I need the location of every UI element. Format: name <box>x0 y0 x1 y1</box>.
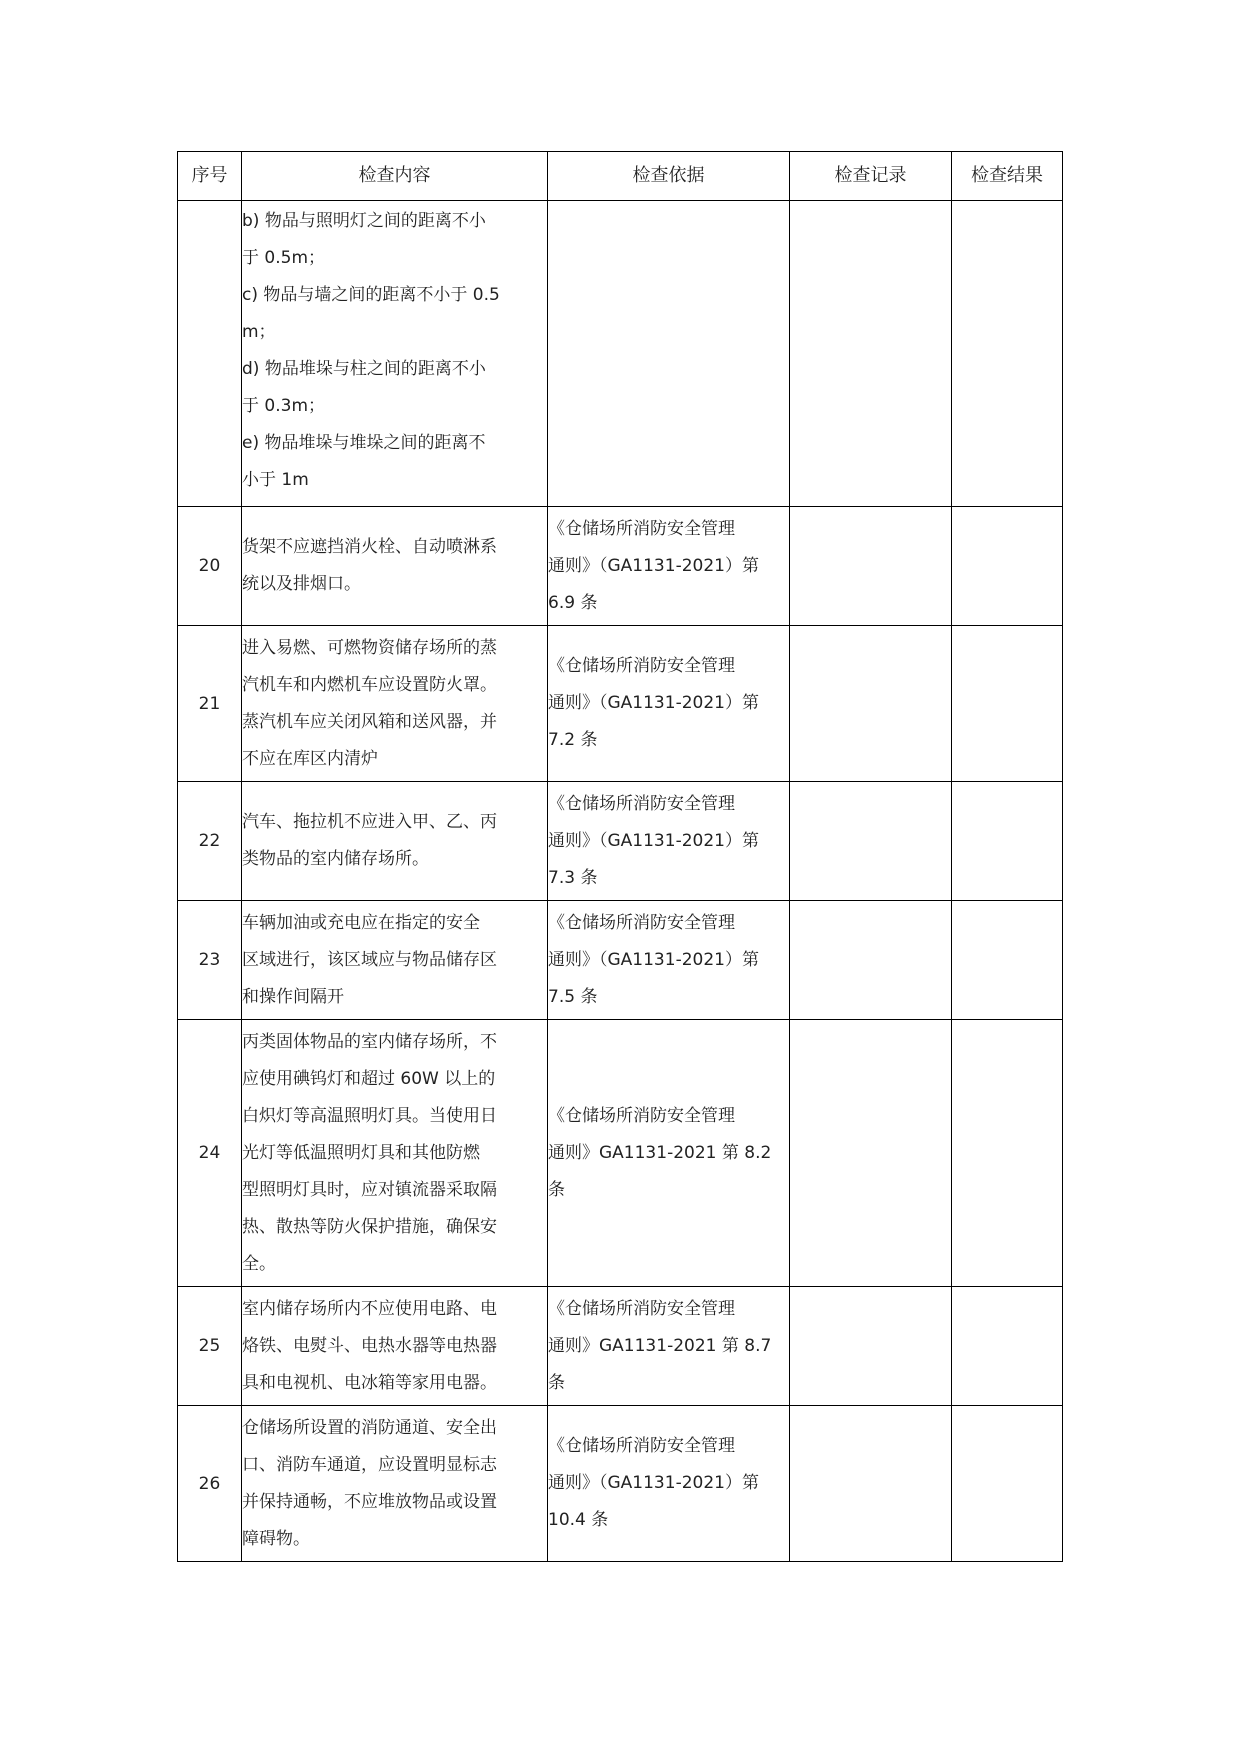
content-line: e) 物品堆垛与堆垛之间的距离不 <box>242 433 486 453</box>
row-number: 21 <box>178 626 242 782</box>
row-number <box>178 201 242 507</box>
content-line: 类物品的室内储存场所。 <box>242 849 429 869</box>
content-line: 货架不应遮挡消火栓、自动喷淋系 <box>242 537 497 557</box>
check-record-cell[interactable] <box>790 626 952 782</box>
table-row <box>178 782 1063 901</box>
content-line: 白炽灯等高温照明灯具。当使用日 <box>242 1105 497 1126</box>
table-body <box>178 201 1063 1562</box>
check-content <box>242 782 548 901</box>
header-content: 检查内容 <box>242 152 548 201</box>
content-line: 全。 <box>242 1253 276 1274</box>
header-result: 检查结果 <box>952 152 1063 201</box>
check-record-cell[interactable] <box>790 507 952 626</box>
row-number: 26 <box>178 1406 242 1562</box>
check-result-cell[interactable] <box>952 1406 1063 1562</box>
check-content <box>242 1406 548 1562</box>
check-record-cell[interactable] <box>790 782 952 901</box>
row-number: 22 <box>178 782 242 901</box>
content-line: 型照明灯具时，应对镇流器采取隔 <box>242 1179 497 1200</box>
content-line: d) 物品堆垛与柱之间的距离不小 <box>242 359 486 379</box>
check-content <box>242 201 548 507</box>
basis-line: 条 <box>548 1372 565 1393</box>
content-line: 蒸汽机车应关闭风箱和送风器，并 <box>242 711 497 732</box>
content-line: 烙铁、电熨斗、电热水器等电热器 <box>242 1335 497 1356</box>
check-basis <box>548 507 790 626</box>
check-basis <box>548 1406 790 1562</box>
inspection-table <box>177 151 1063 1562</box>
basis-line: 《仓储场所消防安全管理 <box>548 656 735 676</box>
basis-line: 《仓储场所消防安全管理 <box>548 1105 735 1126</box>
check-basis <box>548 201 790 507</box>
check-record-cell[interactable] <box>790 201 952 507</box>
check-record-cell[interactable] <box>790 901 952 1020</box>
table-row <box>178 901 1063 1020</box>
check-record-cell[interactable] <box>790 1406 952 1562</box>
content-line: 应使用碘钨灯和超过 60W 以上的 <box>242 1068 496 1089</box>
check-result-cell[interactable] <box>952 901 1063 1020</box>
check-content <box>242 507 548 626</box>
content-line: 于 0.3m； <box>242 396 325 416</box>
row-number: 23 <box>178 901 242 1020</box>
row-number: 25 <box>178 1287 242 1406</box>
content-line: m； <box>242 322 276 342</box>
basis-line: 通则》（GA1131-2021）第 <box>548 949 759 970</box>
basis-line: 《仓储场所消防安全管理 <box>548 518 735 539</box>
content-line: 仓储场所设置的消防通道、安全出 <box>242 1417 497 1438</box>
check-basis <box>548 1287 790 1406</box>
basis-line: 通则》（GA1131-2021）第 <box>548 830 759 851</box>
content-line: 具和电视机、电冰箱等家用电器。 <box>242 1372 497 1393</box>
check-content <box>242 901 548 1020</box>
check-record-cell[interactable] <box>790 1287 952 1406</box>
content-line: 不应在库区内清炉 <box>242 748 378 769</box>
content-line: 统以及排烟口。 <box>242 574 361 594</box>
basis-line: 7.3 条 <box>548 867 598 888</box>
header-record: 检查记录 <box>790 152 952 201</box>
check-content <box>242 1287 548 1406</box>
check-content <box>242 626 548 782</box>
basis-line: 6.9 条 <box>548 592 598 613</box>
header-num: 序号 <box>178 152 242 201</box>
content-line: 光灯等低温照明灯具和其他防燃 <box>242 1142 480 1163</box>
content-line: c) 物品与墙之间的距离不小于 0.5 <box>242 285 500 305</box>
check-result-cell[interactable] <box>952 626 1063 782</box>
basis-line: 7.2 条 <box>548 730 598 750</box>
basis-line: 条 <box>548 1179 565 1200</box>
content-line: 和操作间隔开 <box>242 986 344 1007</box>
content-line: 汽车、拖拉机不应进入甲、乙、丙 <box>242 812 497 832</box>
check-content <box>242 1020 548 1287</box>
content-line: 室内储存场所内不应使用电路、电 <box>242 1298 497 1319</box>
content-line: 汽机车和内燃机车应设置防火罩。 <box>242 674 497 695</box>
check-result-cell[interactable] <box>952 201 1063 507</box>
basis-line: 通则》（GA1131-2021）第 <box>548 693 759 713</box>
table-row <box>178 1020 1063 1287</box>
table-row <box>178 1287 1063 1406</box>
basis-line: 《仓储场所消防安全管理 <box>548 1298 735 1319</box>
header-row <box>178 152 1063 201</box>
content-line: 口、消防车通道，应设置明显标志 <box>242 1454 497 1475</box>
basis-line: 通则》（GA1131-2021）第 <box>548 1473 759 1493</box>
content-line: 丙类固体物品的室内储存场所，不 <box>242 1031 497 1052</box>
table-row <box>178 626 1063 782</box>
content-line: 车辆加油或充电应在指定的安全 <box>242 912 480 933</box>
content-line: 并保持通畅，不应堆放物品或设置 <box>242 1491 497 1512</box>
content-line: 于 0.5m； <box>242 248 325 268</box>
basis-line: 通则》GA1131-2021 第 8.7 <box>548 1335 772 1356</box>
check-basis <box>548 1020 790 1287</box>
table-row <box>178 201 1063 507</box>
row-number: 20 <box>178 507 242 626</box>
check-result-cell[interactable] <box>952 782 1063 901</box>
basis-line: 通则》（GA1131-2021）第 <box>548 555 759 576</box>
content-line: b) 物品与照明灯之间的距离不小 <box>242 211 486 231</box>
check-record-cell[interactable] <box>790 1020 952 1287</box>
content-line: 小于 1m <box>242 470 309 490</box>
check-result-cell[interactable] <box>952 1020 1063 1287</box>
row-number: 24 <box>178 1020 242 1287</box>
basis-line: 通则》GA1131-2021 第 8.2 <box>548 1142 772 1163</box>
basis-line: 《仓储场所消防安全管理 <box>548 793 735 814</box>
table-row <box>178 507 1063 626</box>
basis-line: 7.5 条 <box>548 986 598 1007</box>
header-basis: 检查依据 <box>548 152 790 201</box>
basis-line: 10.4 条 <box>548 1510 609 1530</box>
check-basis <box>548 901 790 1020</box>
check-result-cell[interactable] <box>952 1287 1063 1406</box>
check-basis <box>548 626 790 782</box>
basis-line: 《仓储场所消防安全管理 <box>548 912 735 933</box>
content-line: 障碍物。 <box>242 1528 310 1549</box>
table-row <box>178 1406 1063 1562</box>
basis-line: 《仓储场所消防安全管理 <box>548 1436 735 1456</box>
content-line: 进入易燃、可燃物资储存场所的蒸 <box>242 637 497 658</box>
check-result-cell[interactable] <box>952 507 1063 626</box>
content-line: 热、散热等防火保护措施，确保安 <box>242 1216 497 1237</box>
check-basis <box>548 782 790 901</box>
content-line: 区域进行，该区域应与物品储存区 <box>242 949 497 970</box>
